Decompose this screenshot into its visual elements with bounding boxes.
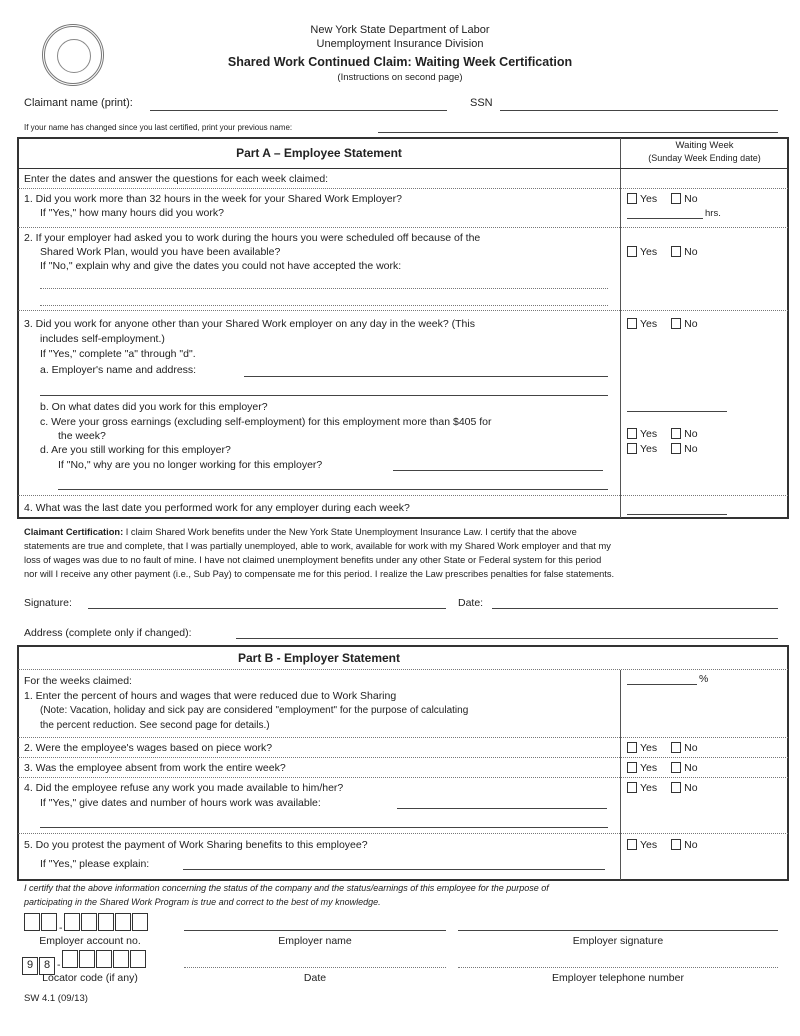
q3c-label: c. Were your gross earnings (excluding self-employment) for this employment more than $405 for xyxy=(40,416,492,428)
employer-signature-label: Employer signature xyxy=(572,935,664,947)
employer-phone-label: Employer telephone number xyxy=(552,972,684,984)
employer-date-label: Date xyxy=(303,972,327,984)
employer-cert-line-2: participating in the Shared Work Program is true and correct to the best of my knowledge. xyxy=(24,897,381,907)
b-q4-text: 4. Did the employee refuse any work you made available to him/her? xyxy=(24,782,344,794)
divider xyxy=(18,669,788,670)
signature-field[interactable] xyxy=(88,608,446,609)
q2-yes-checkbox[interactable] xyxy=(627,246,637,257)
q1-yes-checkbox[interactable] xyxy=(627,193,637,204)
q3d-field-2[interactable] xyxy=(58,489,608,490)
b-q3-text: 3. Was the employee absent from work the entire week? xyxy=(24,762,286,774)
q2-no-checkbox[interactable] xyxy=(671,246,681,257)
q3a-field[interactable] xyxy=(244,376,608,377)
claimant-name-field[interactable] xyxy=(150,110,447,111)
ssn-label: SSN xyxy=(470,97,493,109)
divider xyxy=(18,188,788,189)
waiting-week-subheader: (Sunday Week Ending date) xyxy=(648,153,761,163)
b-q2-no-checkbox[interactable] xyxy=(671,742,681,753)
b-q5-followup: If "Yes," please explain: xyxy=(40,858,150,870)
certification-line-3: loss of wages was due to no fault of mine. I have not claimed unemployment benefits under any other State or Federal system for this period xyxy=(24,555,602,565)
division-name: Unemployment Insurance Division xyxy=(316,38,484,50)
column-divider xyxy=(620,670,621,880)
b-q4-field-2[interactable] xyxy=(40,827,608,828)
q3-yes-checkbox[interactable] xyxy=(627,318,637,329)
certification-line-2: statements are true and complete, that I was partially unemployed, able to work, available for work with my Shared Work employer and that my xyxy=(24,541,611,551)
q4-text: 4. What was the last date you performed work for any employer during each week? xyxy=(24,502,410,514)
q3-text-2: includes self-employment.) xyxy=(40,333,165,345)
b-q5-no-checkbox[interactable] xyxy=(671,839,681,850)
employer-cert-line-1: I certify that the above information concerning the status of the company and the status/earnings of this employee for the purpose of xyxy=(24,883,549,893)
divider xyxy=(18,777,788,778)
q3c-no-checkbox[interactable] xyxy=(671,428,681,439)
subtitle: (Instructions on second page) xyxy=(337,72,463,83)
divider xyxy=(18,833,788,834)
previous-name-label: If your name has changed since you last certified, print your previous name: xyxy=(24,123,293,132)
employer-account-label: Employer account no. xyxy=(39,935,141,947)
page-title: Shared Work Continued Claim: Waiting Week Certification xyxy=(227,55,573,69)
b-q1-text: 1. Enter the percent of hours and wages that were reduced due to Work Sharing xyxy=(24,690,397,702)
q3b-label: b. On what dates did you work for this employer? xyxy=(40,401,268,413)
claimant-name-label: Claimant name (print): xyxy=(24,97,133,109)
b-q1-note: (Note: Vacation, holiday and sick pay are considered "employment" for the purpose of calculating xyxy=(40,705,469,716)
divider xyxy=(18,227,788,228)
nys-seal-icon xyxy=(42,24,104,86)
b-q5-yes-no: Yes No xyxy=(627,839,698,851)
date-field[interactable] xyxy=(492,608,778,609)
q3d-yes-no: Yes No xyxy=(627,443,698,455)
divider xyxy=(18,310,788,311)
q3d-yes-checkbox[interactable] xyxy=(627,443,637,454)
locator-code-field[interactable]: 9 8 - xyxy=(22,950,147,975)
b-q5-field[interactable] xyxy=(183,869,605,870)
q2-yes-no: Yes No xyxy=(627,246,698,258)
b-q4-yes-checkbox[interactable] xyxy=(627,782,637,793)
b-q1-note-2: the percent reduction. See second page for details.) xyxy=(40,720,270,731)
q2-text-2: Shared Work Plan, would you have been available? xyxy=(40,246,281,258)
q3c-yes-checkbox[interactable] xyxy=(627,428,637,439)
employer-signature-field[interactable] xyxy=(458,930,778,931)
q3d-followup: If "No," why are you no longer working for this employer? xyxy=(58,459,323,471)
certification-line-4: nor will I receive any other payment (i.e., Sub Pay) to compensate me for this period. I realize the Law prescribes penalties for false statements. xyxy=(24,569,615,579)
q3c-yes-no: Yes No xyxy=(627,428,698,440)
b-q4-yes-no: Yes No xyxy=(627,782,698,794)
divider xyxy=(18,757,788,758)
b-q3-yes-no: Yes No xyxy=(627,762,698,774)
b-q4-field[interactable] xyxy=(397,808,607,809)
q2-explain-field[interactable] xyxy=(40,288,608,289)
certification-line-1: Claimant Certification: I claim Shared Work benefits under the New York State Unemployment Insurance Law. I certify that the above xyxy=(24,527,577,537)
part-b-title: Part B - Employer Statement xyxy=(237,651,401,665)
q1-hours-field[interactable] xyxy=(627,218,703,219)
divider xyxy=(18,737,788,738)
q3-no-checkbox[interactable] xyxy=(671,318,681,329)
address-field[interactable] xyxy=(236,638,778,639)
form-id: SW 4.1 (09/13) xyxy=(24,993,88,1004)
signature-label: Signature: xyxy=(24,597,72,609)
b-q2-yes-no: Yes No xyxy=(627,742,698,754)
q2-followup: If "No," explain why and give the dates you could not have accepted the work: xyxy=(40,260,402,272)
divider xyxy=(18,168,788,169)
q1-text: 1. Did you work more than 32 hours in the week for your Shared Work Employer? xyxy=(24,193,402,205)
q3d-label: d. Are you still working for this employer? xyxy=(40,444,231,456)
q3d-field[interactable] xyxy=(393,470,603,471)
ssn-field[interactable] xyxy=(500,110,778,111)
column-divider xyxy=(620,138,621,518)
q2-text: 2. If your employer had asked you to work during the hours you were scheduled off because of the xyxy=(24,232,481,244)
b-q3-no-checkbox[interactable] xyxy=(671,762,681,773)
locator-code-label: Locator code (if any) xyxy=(42,972,138,984)
employer-name-field[interactable] xyxy=(184,930,446,931)
employer-phone-field[interactable] xyxy=(458,967,778,968)
q1-yes-no: Yes No xyxy=(627,193,698,205)
q3-instruction: If "Yes," complete "a" through "d". xyxy=(40,348,196,360)
agency-name: New York State Department of Labor xyxy=(310,24,490,36)
q3d-no-checkbox[interactable] xyxy=(671,443,681,454)
q1-no-checkbox[interactable] xyxy=(671,193,681,204)
divider xyxy=(18,495,788,496)
q2-explain-field-2[interactable] xyxy=(40,305,608,306)
employer-account-field[interactable]: - xyxy=(24,913,149,934)
b-q2-yes-checkbox[interactable] xyxy=(627,742,637,753)
percent-field[interactable] xyxy=(627,684,697,685)
date-label: Date: xyxy=(458,597,484,609)
address-label: Address (complete only if changed): xyxy=(24,627,192,639)
b-q4-no-checkbox[interactable] xyxy=(671,782,681,793)
employer-date-field[interactable] xyxy=(184,967,446,968)
q3c-label-2: the week? xyxy=(58,430,106,442)
part-a-intro: Enter the dates and answer the questions for each week claimed: xyxy=(24,173,329,185)
q3-text: 3. Did you work for anyone other than your Shared Work employer on any day in the week? (This xyxy=(24,318,475,330)
q3b-field[interactable] xyxy=(627,411,727,412)
b-q5-text: 5. Do you protest the payment of Work Sharing benefits to this employee? xyxy=(24,839,368,851)
q3-yes-no: Yes No xyxy=(627,318,698,330)
q3a-label: a. Employer's name and address: xyxy=(40,364,197,376)
employer-name-label: Employer name xyxy=(278,935,352,947)
previous-name-field[interactable] xyxy=(378,132,778,133)
b-q3-yes-checkbox[interactable] xyxy=(627,762,637,773)
q4-date-field[interactable] xyxy=(627,514,727,515)
hrs-label: hrs. xyxy=(705,208,721,219)
percent-label: % xyxy=(699,673,709,685)
b-q5-yes-checkbox[interactable] xyxy=(627,839,637,850)
b-q2-text: 2. Were the employee's wages based on piece work? xyxy=(24,742,273,754)
part-a-title: Part A – Employee Statement xyxy=(236,146,402,160)
waiting-week-header: Waiting Week xyxy=(675,140,734,151)
part-b-intro: For the weeks claimed: xyxy=(24,675,132,687)
b-q4-followup: If "Yes," give dates and number of hours work was available: xyxy=(40,797,321,809)
q1-followup: If "Yes," how many hours did you work? xyxy=(40,207,224,219)
q3a-field-2[interactable] xyxy=(40,395,608,396)
